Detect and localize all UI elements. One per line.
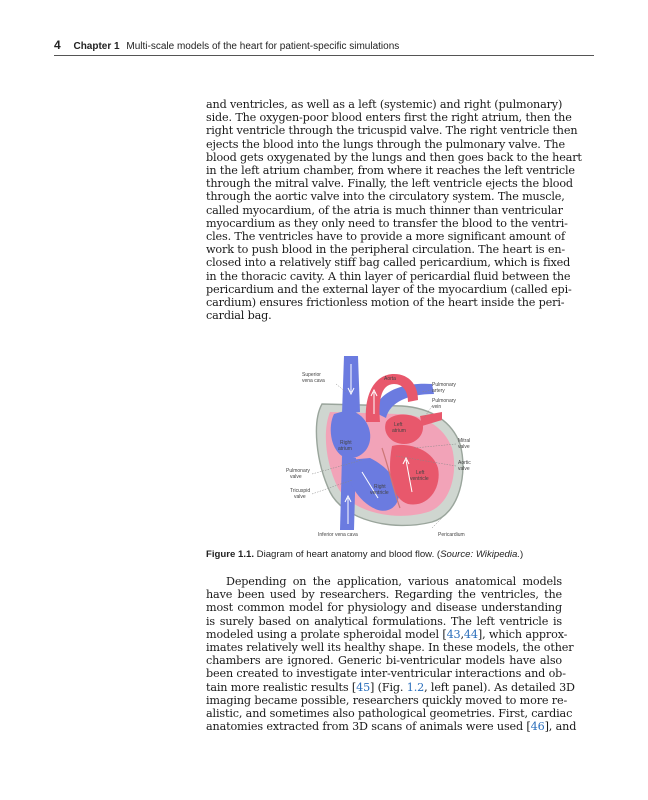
text-segment: Depending on the application, various anatomical models [226, 575, 562, 588]
text-line [206, 680, 575, 694]
figure-caption [206, 549, 566, 560]
text-line: myocardium as they only need to transfer the blood to the ventri- [206, 216, 568, 230]
text-line [206, 615, 562, 628]
citation-link[interactable]: 46 [530, 720, 545, 734]
text-line [206, 601, 562, 614]
text-line [206, 641, 574, 655]
text-line [206, 667, 566, 681]
text-line [206, 693, 568, 707]
text-line: through the mitral valve. Finally, the left ventricle ejects the blood [206, 177, 573, 191]
text-segment: imaging became possible, researchers quickly moved to more re- [206, 693, 568, 707]
citation-link[interactable]: 43 [446, 627, 461, 641]
caption-text: Diagram of heart anatomy and blood flow. ( [253, 549, 441, 560]
text-segment: alistic, and sometimes also pathological geometries. First, cardiac [206, 707, 573, 721]
text-line: cardium) ensures frictionless motion of the heart inside the peri- [206, 296, 565, 310]
citation-link[interactable]: 44 [463, 627, 478, 641]
text-line: work to push blood in the peripheral circulation. The heart is en- [206, 243, 566, 257]
paragraph-anatomy [206, 98, 582, 323]
label-left-ventricle-2: ventricle [410, 476, 429, 482]
label-superior-vena-cava-2: vena cava [302, 378, 325, 384]
label-pulmonary-valve-2: valve [290, 474, 302, 480]
text-line [206, 588, 562, 601]
text-line [206, 575, 562, 588]
paragraph-anatomical-models [206, 575, 577, 734]
text-segment: ] (Fig. [370, 680, 407, 694]
label-aortic-valve: Aortic [458, 460, 471, 466]
heart-diagram [282, 352, 482, 540]
label-pulmonary-artery-2: artery [432, 388, 445, 394]
text-line: and ventricles, as well as a left (systemic) and right (pulmonary) [206, 98, 563, 111]
text-line: blood gets oxygenated by the lungs and then goes back to the heart [206, 150, 582, 164]
text-line: pericardium and the external layer of the myocardium (called epi- [206, 282, 572, 296]
text-line: cles. The ventricles have to provide a more significant amount of [206, 230, 566, 244]
label-inferior-vena-cava: Inferior vena cava [318, 532, 358, 538]
text-segment: modeled using a prolate spheroidal model [ [206, 627, 447, 641]
label-left-atrium-2: atrium [392, 428, 406, 434]
text-segment: is surely based on analytical formulations. The left ventricle is [206, 614, 562, 628]
text-segment: , [460, 627, 464, 641]
label-pericardium: Pericardium [438, 532, 465, 538]
text-line: called myocardium, of the atria is much thinner than ventricular [206, 203, 563, 217]
text-segment: , left panel). As detailed 3D [424, 680, 575, 694]
label-right-atrium-2: atrium [338, 446, 352, 452]
caption-end: ) [520, 549, 524, 560]
label-superior-vena-cava: Superior [302, 372, 321, 378]
text-segment: chambers are ignored. Generic bi-ventricular models have also [206, 654, 562, 668]
heart-diagram-figure [282, 352, 482, 540]
text-line: through the aortic valve into the circulatory system. The muscle, [206, 190, 565, 204]
label-right-ventricle: Right [374, 484, 386, 490]
text-line [206, 720, 577, 734]
chapter-title: Multi-scale models of the heart for patient-specific simulations [126, 41, 400, 52]
caption-label: Figure 1.1. [206, 549, 254, 560]
text-line: in the thoracic cavity. A thin layer of pericardial fluid between the [206, 269, 571, 283]
label-tricuspid-valve: Tricuspid [290, 488, 311, 494]
label-right-atrium: Right [340, 440, 352, 446]
text-line [206, 627, 568, 641]
label-right-ventricle-2: ventricle [370, 490, 389, 496]
text-line: cardial bag. [206, 309, 272, 323]
label-mitral-valve-2: valve [458, 444, 470, 450]
label-tricuspid-valve-2: valve [294, 494, 306, 500]
caption-source: Source: Wikipedia. [440, 549, 521, 560]
label-pulmonary-valve: Pulmonary [286, 468, 310, 474]
label-pulmonary-artery: Pulmonary [432, 382, 456, 388]
text-line [206, 654, 562, 667]
page-number: 4 [54, 38, 61, 52]
text-line: ejects the blood into the lungs through the pulmonary valve. The [206, 137, 565, 151]
text-segment: most common model for physiology and disease understanding [206, 601, 562, 615]
label-left-ventricle: Left [416, 470, 425, 476]
text-line: right ventricle through the tricuspid valve. The right ventricle then [206, 124, 578, 138]
text-line: in the left atrium chamber, from where it reaches the left ventricle [206, 164, 575, 178]
text-segment: tain more realistic results [ [206, 680, 357, 694]
label-aortic-valve-2: valve [458, 466, 470, 472]
text-line: side. The oxygen-poor blood enters first the right atrium, then the [206, 111, 572, 125]
text-segment: imates relatively well its healthy shape. In these models, the other [206, 641, 574, 655]
label-pulmonary-vein: Pulmonary [432, 398, 456, 404]
label-mitral-valve: Mitral [458, 438, 471, 444]
label-left-atrium: Left [394, 422, 403, 428]
citation-link[interactable]: 45 [356, 680, 371, 694]
text-line: closed into a relatively stiff bag called pericardium, which is fixed [206, 256, 571, 270]
citation-link[interactable]: 1.2 [406, 680, 425, 694]
label-pulmonary-vein-2: vein [432, 404, 442, 410]
running-head [54, 38, 594, 56]
text-line [206, 707, 573, 721]
chapter-label: Chapter 1 [73, 41, 120, 52]
text-segment: have been used by researchers. Regarding the ventricles, the [206, 588, 562, 602]
text-segment: been created to investigate inter-ventricular interactions and ob- [206, 667, 566, 681]
label-aorta: Aorta [384, 376, 396, 382]
text-segment: anatomies extracted from 3D scans of animals were used [ [206, 720, 531, 734]
text-segment: ], and [544, 720, 577, 734]
text-segment: ], which approx- [477, 627, 568, 641]
